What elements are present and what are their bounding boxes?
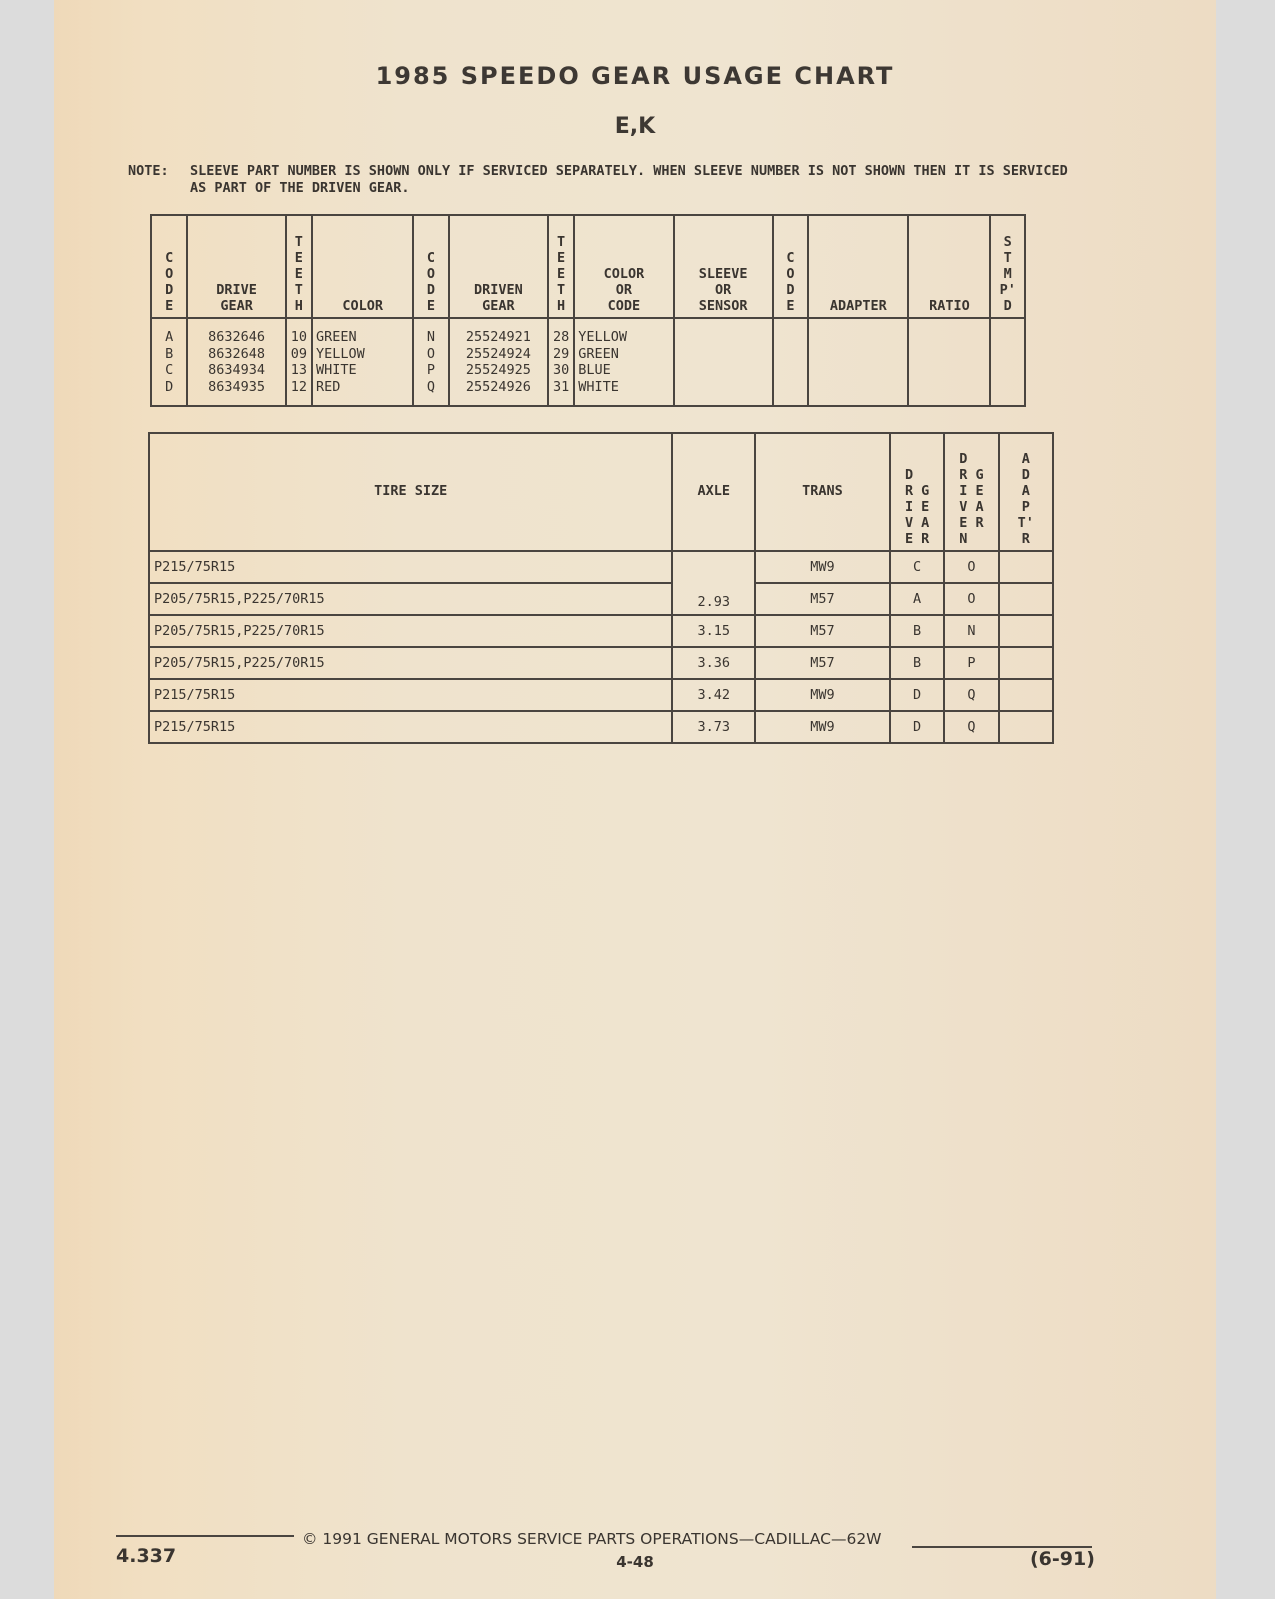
header-line: CODE — [607, 298, 641, 314]
axle-cell: 3.73 — [672, 711, 755, 743]
header-line: SENSOR — [698, 298, 748, 314]
cell-value: 25524926 — [465, 378, 531, 395]
usage-table — [148, 432, 1054, 744]
cell-value: O — [426, 345, 436, 362]
adapter-cell — [999, 551, 1053, 583]
cell-value: 25524925 — [465, 362, 531, 378]
tire-size-cell: P215/75R15 — [149, 551, 672, 583]
header-axle: AXLE — [672, 433, 755, 551]
cell-value: GREEN — [316, 329, 357, 345]
driven-gear-cell: N — [944, 615, 998, 647]
header-line: OR — [715, 282, 732, 298]
header-line: I — [904, 499, 914, 515]
tire-size-cell: P205/75R15,P225/70R15 — [149, 615, 672, 647]
header-line: R — [1021, 531, 1030, 547]
footer-revision-date: (6-91) — [1030, 1548, 1095, 1570]
header-line: O — [426, 266, 436, 282]
adapter-cell — [999, 679, 1053, 711]
header-line: T — [294, 282, 303, 298]
header-line: R — [959, 467, 968, 483]
header-trans: TRANS — [755, 433, 890, 551]
drive-gear-cell: D — [890, 711, 944, 743]
header-line: E — [921, 499, 930, 515]
header-line: E — [786, 298, 795, 314]
cell-value: 31 — [552, 378, 570, 395]
header-color-or-code — [574, 215, 673, 318]
cell-value: 8632648 — [208, 345, 266, 362]
header-sleeve-or-sensor — [674, 215, 773, 318]
header-line: C — [165, 250, 174, 266]
header-color: COLOR — [312, 215, 413, 318]
header-teeth-2 — [548, 215, 574, 318]
header-line: T — [557, 234, 566, 250]
cell-value: WHITE — [316, 362, 357, 378]
header-line: A — [1021, 451, 1030, 467]
trans-cell: M57 — [755, 615, 890, 647]
table-row — [149, 583, 1053, 615]
drive-gear-cell: B — [890, 647, 944, 679]
adapter-cell — [808, 318, 908, 406]
code-cell — [151, 318, 187, 406]
ratio-cell — [908, 318, 990, 406]
header-line: T — [294, 234, 303, 250]
trans-cell: M57 — [755, 583, 890, 615]
cell-value: 8634935 — [208, 378, 266, 395]
header-line: E — [904, 531, 914, 547]
header-code — [151, 215, 187, 318]
header-line: E — [165, 298, 174, 314]
header-drive-gear — [187, 215, 285, 318]
code-2-cell — [413, 318, 448, 406]
drive-gear-cell — [187, 318, 285, 406]
header-line: T — [557, 282, 566, 298]
drive-gear-cell: B — [890, 615, 944, 647]
adapter-cell — [999, 711, 1053, 743]
header-line: C — [786, 250, 795, 266]
header-line: D — [426, 282, 436, 298]
drive-gear-cell: C — [890, 551, 944, 583]
header-line: D — [1021, 467, 1030, 483]
header-line: P — [1021, 499, 1030, 515]
axle-cell: 2.93 — [672, 551, 755, 615]
header-line: GEAR — [220, 298, 253, 314]
trans-cell: M57 — [755, 647, 890, 679]
header-line: D — [1003, 298, 1012, 314]
cell-value: 12 — [290, 378, 307, 395]
usage-table-body — [149, 551, 1053, 743]
header-line: E — [557, 250, 566, 266]
footer-page-number-center: 4-48 — [616, 1553, 654, 1571]
table-row — [149, 647, 1053, 679]
header-adaptr — [999, 433, 1053, 551]
table-row — [149, 711, 1053, 743]
header-line: D — [959, 451, 968, 467]
header-line: A — [921, 515, 930, 531]
header-line: H — [294, 298, 303, 314]
stmpd-cell — [990, 318, 1025, 406]
header-teeth — [286, 215, 312, 318]
header-line: SLEEVE — [698, 266, 748, 282]
cell-value: P — [426, 362, 436, 378]
tire-size-cell: P205/75R15,P225/70R15 — [149, 647, 672, 679]
header-line: DRIVE — [216, 282, 257, 298]
cell-value: WHITE — [578, 378, 619, 395]
adapter-cell — [999, 647, 1053, 679]
header-line: D — [904, 467, 914, 483]
page-title: 1985 SPEEDO GEAR USAGE CHART — [375, 62, 895, 90]
header-tire-size: TIRE SIZE — [149, 433, 672, 551]
header-line: R — [904, 483, 914, 499]
header-stmpd — [990, 215, 1025, 318]
color-or-code-cell — [574, 318, 673, 406]
axle-cell: 3.42 — [672, 679, 755, 711]
header-line: E — [426, 298, 436, 314]
footer-rule-left — [116, 1535, 294, 1537]
header-line: T' — [1017, 515, 1034, 531]
adapter-cell — [999, 615, 1053, 647]
cell-value: 09 — [290, 345, 307, 362]
driven-gear-cell: O — [944, 583, 998, 615]
footer-copyright: © 1991 GENERAL MOTORS SERVICE PARTS OPERATIONS—CADILLAC—62W — [302, 1530, 882, 1548]
cell-value: D — [165, 378, 174, 395]
header-line: E — [294, 250, 303, 266]
cell-value: 10 — [290, 329, 307, 345]
cell-value: GREEN — [578, 345, 619, 362]
header-driven-gear — [449, 215, 548, 318]
cell-value: 8634934 — [208, 362, 266, 378]
header-line: V — [959, 499, 968, 515]
cell-value: N — [426, 329, 436, 345]
header-line: D — [165, 282, 174, 298]
gear-table-header — [151, 215, 1025, 318]
axle-cell: 3.15 — [672, 615, 755, 647]
driven-gear-cell: Q — [944, 711, 998, 743]
header-line: OR — [615, 282, 633, 298]
header-code-2 — [413, 215, 448, 318]
driven-gear-cell: P — [944, 647, 998, 679]
cell-value: 13 — [290, 362, 307, 378]
table-row — [149, 679, 1053, 711]
table-row — [149, 615, 1053, 647]
tire-size-cell: P205/75R15,P225/70R15 — [149, 583, 672, 615]
trans-cell: MW9 — [755, 551, 890, 583]
gear-table-body — [151, 318, 1025, 406]
sleeve-cell — [674, 318, 773, 406]
cell-value: YELLOW — [316, 345, 365, 362]
cell-value: BLUE — [578, 362, 611, 378]
cell-value: 30 — [552, 362, 570, 378]
trans-cell: MW9 — [755, 679, 890, 711]
header-line: M — [1003, 266, 1012, 282]
header-line: E — [294, 266, 303, 282]
header-line: P' — [999, 282, 1016, 298]
header-line: G — [921, 483, 930, 499]
color-cell — [312, 318, 413, 406]
cell-value: Q — [426, 378, 436, 395]
document-page — [54, 0, 1216, 1599]
header-line: C — [426, 250, 436, 266]
header-code-3 — [773, 215, 808, 318]
header-adapter: ADAPTER — [808, 215, 908, 318]
cell-value: RED — [316, 378, 341, 395]
adapter-cell — [999, 583, 1053, 615]
cell-value: YELLOW — [578, 329, 628, 345]
header-line: N — [959, 531, 968, 547]
page-subtitle: E,K — [614, 114, 656, 139]
driven-gear-cell: O — [944, 551, 998, 583]
cell-value: C — [165, 362, 174, 378]
header-line: E — [975, 483, 984, 499]
cell-value: A — [165, 329, 174, 345]
header-line: E — [959, 515, 968, 531]
header-line: R — [921, 531, 930, 547]
trans-cell: MW9 — [755, 711, 890, 743]
header-line: DRIVEN — [473, 282, 523, 298]
header-line: S — [1003, 234, 1012, 250]
header-driven-gear-vert — [944, 433, 998, 551]
note — [128, 163, 1090, 197]
header-ratio: RATIO — [908, 215, 990, 318]
header-drive-gear-vert — [890, 433, 944, 551]
header-line: COLOR — [603, 266, 645, 282]
usage-table-header — [149, 433, 1053, 551]
tire-size-cell: P215/75R15 — [149, 711, 672, 743]
header-line: T — [1003, 250, 1012, 266]
driven-gear-cell — [449, 318, 548, 406]
header-line: G — [975, 467, 984, 483]
gear-table — [150, 214, 1026, 407]
drive-gear-cell: A — [890, 583, 944, 615]
cell-value: 25524924 — [465, 345, 531, 362]
teeth-2-cell — [548, 318, 574, 406]
header-line: H — [557, 298, 566, 314]
header-line: D — [786, 282, 795, 298]
note-label: NOTE: — [128, 163, 169, 179]
header-line: A — [1021, 483, 1030, 499]
header-line: O — [786, 266, 795, 282]
driven-gear-cell: Q — [944, 679, 998, 711]
header-line: A — [975, 499, 984, 515]
code-3-cell — [773, 318, 808, 406]
footer-page-number-left: 4.337 — [116, 1545, 177, 1567]
header-line: I — [959, 483, 968, 499]
cell-value: 8632646 — [208, 329, 266, 345]
cell-value: 29 — [552, 345, 570, 362]
tire-size-cell: P215/75R15 — [149, 679, 672, 711]
header-line: R — [975, 515, 984, 531]
header-line: E — [557, 266, 566, 282]
header-line: GEAR — [482, 298, 515, 314]
cell-value: 25524921 — [465, 329, 531, 345]
axle-cell: 3.36 — [672, 647, 755, 679]
note-text: SLEEVE PART NUMBER IS SHOWN ONLY IF SERVICED SEPARATELY. WHEN SLEEVE NUMBER IS NOT SHOWN THEN IT IS SERVICED AS PART OF THE DRIVEN GEAR. — [190, 163, 1068, 196]
header-line: V — [904, 515, 914, 531]
teeth-cell — [286, 318, 312, 406]
cell-value: 28 — [552, 329, 570, 345]
table-row — [149, 551, 1053, 583]
drive-gear-cell: D — [890, 679, 944, 711]
cell-value: B — [165, 345, 174, 362]
header-line: O — [165, 266, 174, 282]
